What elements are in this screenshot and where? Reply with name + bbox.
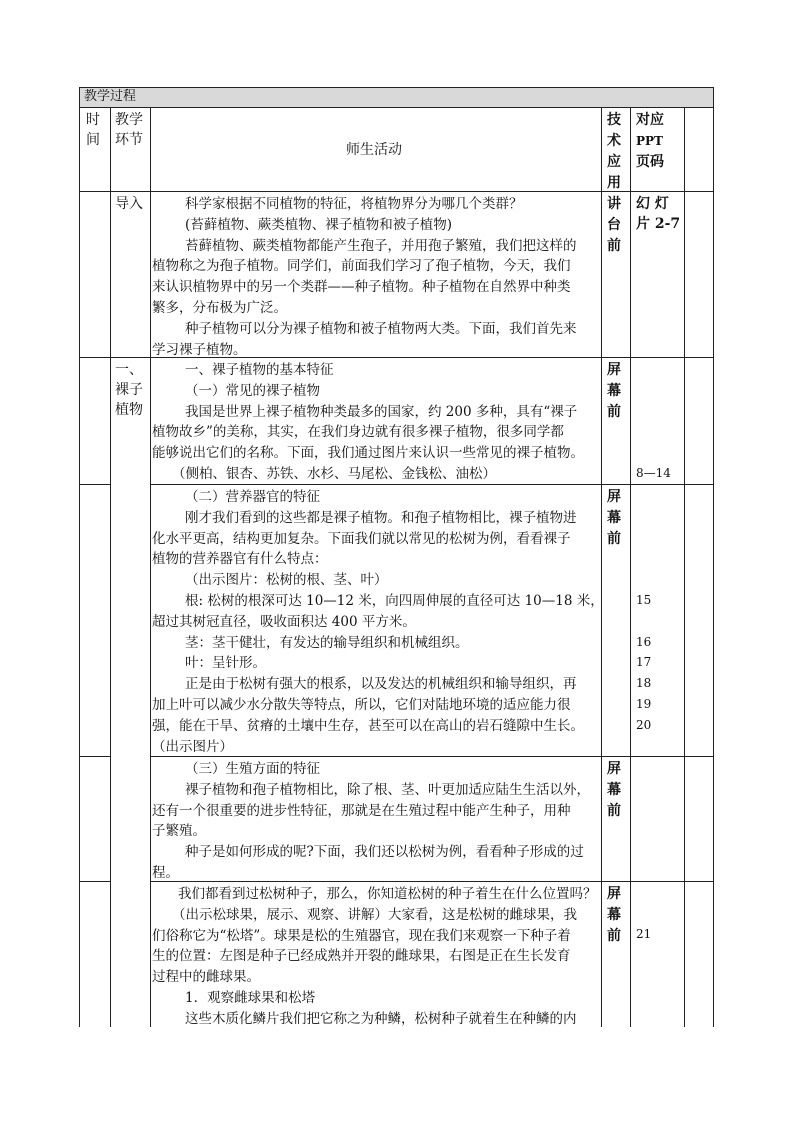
text-line: （侧柏、银杏、苏铁、水杉、马尾松、金钱松、油松）: [172, 466, 496, 482]
text-line: 一、裸子植物的基本特征: [185, 362, 334, 378]
text-line: 子繁殖。: [152, 823, 206, 840]
text-line: (苔藓植物、蕨类植物、裸子植物和被子植物): [185, 216, 453, 233]
text-line: 这些木质化鳞片我们把它称之为种鳞，松树种子就着生在种鳞的内: [185, 1010, 577, 1027]
ppt-page: 19: [636, 697, 652, 711]
text-line: 正是由于松树有强大的根系，以及发达的机械组织和输导组织，再: [185, 676, 577, 693]
table-rule-title: [79, 107, 714, 108]
ppt-page: 16: [636, 635, 652, 649]
ppt-page: 18: [636, 676, 652, 690]
table-col-rule-2: [150, 107, 151, 1027]
text-line: （出示松球果，展示、观察、讲解）大家看，这是松树的雌球果，我: [172, 906, 577, 923]
text-line: 苔藓植物、蕨类植物都能产生孢子，并用孢子繁殖，我们把这样的: [185, 237, 577, 254]
header-time: 时 间: [86, 112, 100, 148]
ppt-page: 15: [636, 593, 652, 607]
text-line: 刚才我们看到的这些都是裸子植物。和孢子植物相比，裸子植物进: [185, 509, 577, 526]
activity-text-4: [152, 759, 600, 881]
text-line: 我们都看到过松树种子，那么，你知道松树的种子着生在什么位置吗？: [178, 886, 597, 902]
text-line: 生的位置：左图是种子已经成熟并开裂的雌球果，右图是正在生长发育: [152, 948, 571, 965]
text-line: （一）常见的裸子植物: [185, 382, 320, 399]
table-border-left: [79, 87, 80, 1027]
table-col-rule-4: [630, 107, 631, 1027]
ppt-page: 21: [636, 927, 652, 941]
text-line: 植物故乡”的美称，其实，在我们身边就有很多裸子植物，很多同学都: [152, 424, 564, 441]
ppt-pages-1: 幻 灯 片 2-7: [636, 196, 681, 232]
activity-text-5: [152, 884, 600, 1026]
text-line: 能够说出它们的名称。下面，我们通过图片来认识一些常见的裸子植物。: [152, 445, 584, 462]
table-border-right: [713, 87, 714, 1027]
tech-usage-5: 屏 幕 前: [607, 886, 621, 944]
tech-usage-2: 屏 幕 前: [607, 362, 621, 420]
activity-text-2: [152, 360, 600, 484]
text-line: 茎：茎干健壮，有发达的输导组织和机械组织。: [185, 634, 469, 651]
text-line: 根: 松树的根深可达 10—12 米，向四周伸展的直径可达 10—18 米，: [185, 593, 604, 609]
text-line: 超过其树冠直径，吸收面积达 400 平方米。: [152, 613, 416, 630]
table-border-top: [79, 87, 714, 88]
text-line: 强，能在干旱、贫瘠的土壤中生存，甚至可以在高山的岩石缝隙中生长。: [152, 717, 584, 734]
activity-text-3: [152, 487, 604, 756]
stage-label-intro: 导入: [115, 196, 143, 212]
text-line: （出示图片）: [152, 738, 233, 755]
section-title-band: [79, 87, 713, 107]
header-stage: 教学 环节: [115, 112, 143, 148]
table-col-rule-5: [684, 107, 685, 1027]
text-line: 学习裸子植物。: [152, 341, 247, 358]
text-line: 植物称之为孢子植物。同学们，前面我们学习了孢子植物，今天，我们: [152, 258, 571, 275]
text-line: （二）营养器官的特征: [185, 489, 320, 505]
activity-text-1: [152, 194, 600, 356]
text-line: 化水平更高，结构更加复杂。下面我们就以常见的松树为例，看看裸子: [152, 530, 571, 547]
text-line: 加上叶可以减少水分散失等特点，所以，它们对陆地环境的适应能力很: [152, 697, 571, 713]
tech-usage-4: 屏 幕 前: [607, 761, 621, 819]
ppt-page: 20: [636, 718, 652, 732]
text-line: 植物的营养器官有什么特点：: [152, 551, 328, 568]
table-col-rule-3: [601, 107, 602, 1027]
tech-usage-1: 讲 台 前: [607, 196, 621, 254]
text-line: 程。: [152, 865, 179, 881]
text-line: 种子植物可以分为裸子植物和被子植物两大类。下面，我们首先来: [185, 320, 577, 337]
text-line: 科学家根据不同植物的特征，将植物界分为哪几个类群？: [185, 196, 523, 212]
stage-label-gymnosperms: 一、 裸子 植物: [115, 362, 143, 418]
text-line: 叶：呈针形。: [185, 655, 266, 672]
text-line: 1．观察雌球果和松塔: [185, 990, 316, 1006]
text-line: 来认识植物界中的另一个类群——种子植物。种子植物在自然界中种类: [152, 279, 571, 296]
text-line: 裸子植物和孢子植物相比，除了根、茎、叶更加适应陆生生活以外，: [185, 781, 590, 798]
table-rule-row4-time: [79, 881, 110, 882]
header-tech: 技 术 应 用: [607, 112, 621, 191]
tech-usage-3: 屏 幕 前: [607, 489, 621, 547]
text-line: 我国是世界上裸子植物种类最多的国家，约 200 多种，具有“裸子: [185, 403, 578, 420]
text-line: 种子是如何形成的呢?下面，我们还以松树为例，看看种子形成的过: [185, 844, 584, 861]
text-line: 还有一个很重要的进步性特征，那就是在生殖过程中能产生种子，用种: [152, 802, 571, 819]
ppt-page: 17: [636, 655, 652, 669]
table-rule-row3-time: [79, 756, 110, 757]
ppt-pages-2: 8—14: [636, 466, 671, 480]
table-col-rule-1: [110, 107, 111, 1027]
text-line: 过程中的雌球果。: [152, 969, 260, 986]
text-line: （三）生殖方面的特征: [185, 761, 320, 777]
text-line: 们俗称它为“松塔”。球果是松的生殖器官，现在我们来观察一下种子着: [152, 927, 571, 944]
table-rule-row2-time: [79, 484, 110, 485]
header-ppt: 对应 PPT 页码: [636, 112, 664, 170]
text-line: 繁多，分布极为广泛。: [152, 300, 287, 316]
header-activity: 师生活动: [346, 142, 402, 158]
text-line: （出示图片：松树的根、茎、叶）: [185, 572, 388, 589]
section-title: 教学过程: [84, 89, 137, 104]
